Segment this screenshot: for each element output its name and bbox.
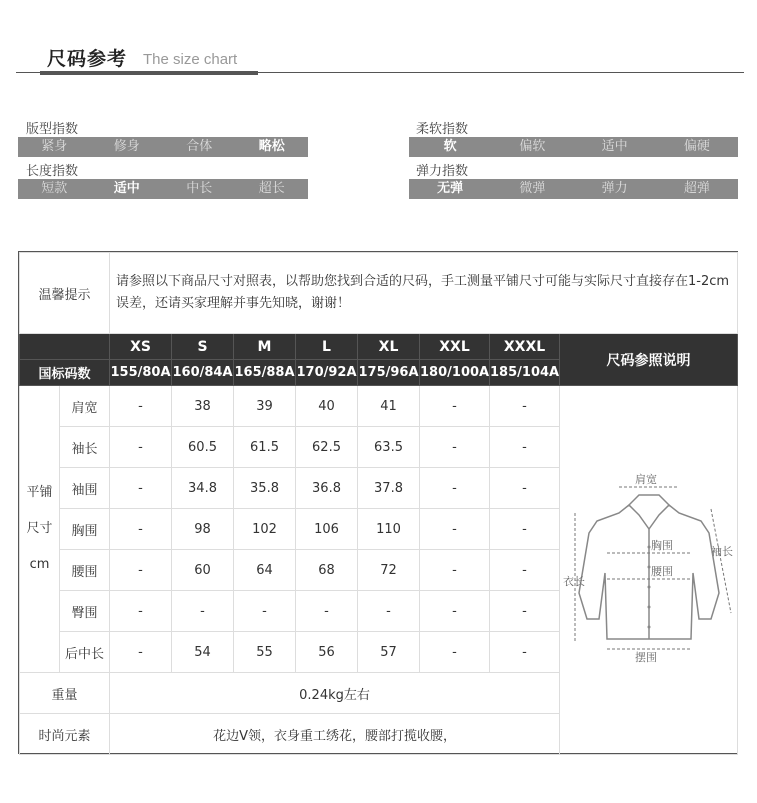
- shirt-measurement-diagram: [561, 473, 737, 663]
- elasticity-index-label: 弹力指数: [416, 164, 469, 179]
- fit-option: 修身: [113, 139, 140, 154]
- softness-option: 偏硬: [683, 139, 710, 154]
- category-line: 尺寸: [26, 521, 53, 536]
- gb-size: 155/80A: [110, 360, 172, 386]
- cell: -: [110, 591, 172, 632]
- cell: 37.8: [358, 468, 420, 509]
- row-name: 臀围: [60, 591, 110, 632]
- category-cell: [20, 386, 60, 673]
- fit-index-bar: [18, 137, 308, 157]
- weight-label: 重量: [20, 673, 110, 714]
- softness-option: 适中: [601, 139, 628, 154]
- fashion-label: 时尚元素: [20, 714, 110, 755]
- tip-label: 温馨提示: [20, 253, 110, 334]
- cell: -: [296, 591, 358, 632]
- elasticity-option-selected: 无弹: [437, 181, 464, 196]
- category-line: cm: [29, 557, 50, 572]
- cell: 63.5: [358, 427, 420, 468]
- cell: -: [234, 591, 296, 632]
- row-name: 袖长: [60, 427, 110, 468]
- cell: 60: [172, 550, 234, 591]
- section-title: 尺码参考: [47, 48, 128, 70]
- fit-option: 紧身: [41, 139, 68, 154]
- size-header-blank: [20, 334, 110, 360]
- diagram-waist-label: 腰围: [650, 565, 673, 578]
- softness-option-selected: 软: [443, 139, 457, 154]
- fit-option-selected: 略松: [258, 139, 285, 154]
- size-header: XXXL: [490, 334, 560, 360]
- gb-size: 160/84A: [172, 360, 234, 386]
- cell: -: [490, 550, 560, 591]
- cell: -: [490, 386, 560, 427]
- size-table: [18, 251, 738, 754]
- cell: 40: [296, 386, 358, 427]
- weight-value: 0.24kg左右: [110, 673, 560, 714]
- tip-text: 请参照以下商品尺寸对照表，以帮助您找到合适的尺码，手工测量平铺尺寸可能与实际尺寸直接存在1-2cm误差，还请买家理解并事先知晓，谢谢！: [110, 253, 738, 334]
- elasticity-option: 超弹: [683, 181, 710, 196]
- category-line: 平铺: [26, 485, 53, 500]
- size-header: XL: [358, 334, 420, 360]
- cell: -: [420, 632, 490, 673]
- diagram-length-label: 衣长: [562, 575, 585, 588]
- cell: -: [490, 468, 560, 509]
- cell: 34.8: [172, 468, 234, 509]
- cell: -: [420, 550, 490, 591]
- cell: 56: [296, 632, 358, 673]
- cell: -: [110, 427, 172, 468]
- size-header: XS: [110, 334, 172, 360]
- cell: 35.8: [234, 468, 296, 509]
- cell: -: [110, 468, 172, 509]
- cell: -: [420, 591, 490, 632]
- cell: -: [490, 427, 560, 468]
- cell: -: [490, 591, 560, 632]
- gb-size: 170/92A: [296, 360, 358, 386]
- cell: -: [420, 427, 490, 468]
- cell: -: [110, 386, 172, 427]
- cell: 57: [358, 632, 420, 673]
- softness-index-label: 柔软指数: [416, 122, 469, 137]
- cell: -: [110, 632, 172, 673]
- cell: -: [490, 509, 560, 550]
- gb-size: 165/88A: [234, 360, 296, 386]
- size-header: S: [172, 334, 234, 360]
- length-index-label: 长度指数: [26, 164, 79, 179]
- size-header: L: [296, 334, 358, 360]
- cell: 62.5: [296, 427, 358, 468]
- cell: 98: [172, 509, 234, 550]
- fit-option: 合体: [186, 139, 213, 154]
- cell: 61.5: [234, 427, 296, 468]
- gb-label: 国标码数: [20, 360, 110, 386]
- cell: -: [490, 632, 560, 673]
- length-option: 短款: [41, 181, 68, 196]
- section-subtitle: The size chart: [143, 51, 238, 68]
- row-name: 腰围: [60, 550, 110, 591]
- cell: 54: [172, 632, 234, 673]
- cell: 39: [234, 386, 296, 427]
- cell: 38: [172, 386, 234, 427]
- row-name: 肩宽: [60, 386, 110, 427]
- size-header: XXL: [420, 334, 490, 360]
- cell: -: [420, 509, 490, 550]
- length-option: 中长: [186, 181, 213, 196]
- cell: -: [172, 591, 234, 632]
- cell: 55: [234, 632, 296, 673]
- fashion-value: 花边V领，衣身重工绣花，腰部打揽收腰，: [110, 714, 560, 755]
- row-name: 后中长: [60, 632, 110, 673]
- length-option: 超长: [258, 181, 285, 196]
- row-name: 胸围: [60, 509, 110, 550]
- elasticity-index-bar: [409, 179, 738, 199]
- cell: -: [110, 509, 172, 550]
- size-header: M: [234, 334, 296, 360]
- cell: -: [110, 550, 172, 591]
- note-header: 尺码参照说明: [560, 334, 738, 386]
- cell: 64: [234, 550, 296, 591]
- cell: 36.8: [296, 468, 358, 509]
- cell: 41: [358, 386, 420, 427]
- diagram-hem-label: 摆围: [634, 651, 657, 663]
- cell: 68: [296, 550, 358, 591]
- cell: 110: [358, 509, 420, 550]
- measurement-diagram-cell: [560, 386, 738, 755]
- length-index-bar: [18, 179, 308, 199]
- cell: -: [358, 591, 420, 632]
- cell: 106: [296, 509, 358, 550]
- cell: -: [420, 468, 490, 509]
- diagram-shoulder-label: 肩宽: [634, 473, 657, 486]
- diagram-chest-label: 胸围: [650, 539, 673, 552]
- gb-size: 180/100A: [420, 360, 490, 386]
- elasticity-option: 弹力: [601, 181, 628, 196]
- cell: 102: [234, 509, 296, 550]
- elasticity-option: 微弹: [519, 181, 546, 196]
- gb-size: 185/104A: [490, 360, 560, 386]
- cell: 60.5: [172, 427, 234, 468]
- length-option-selected: 适中: [113, 181, 140, 196]
- fit-index-label: 版型指数: [26, 122, 79, 137]
- softness-index-bar: [409, 137, 738, 157]
- softness-option: 偏软: [519, 139, 546, 154]
- gb-size: 175/96A: [358, 360, 420, 386]
- header-accent-bar: [40, 71, 258, 75]
- cell: -: [420, 386, 490, 427]
- diagram-sleeve-label: 袖长: [710, 545, 733, 558]
- row-name: 袖围: [60, 468, 110, 509]
- cell: 72: [358, 550, 420, 591]
